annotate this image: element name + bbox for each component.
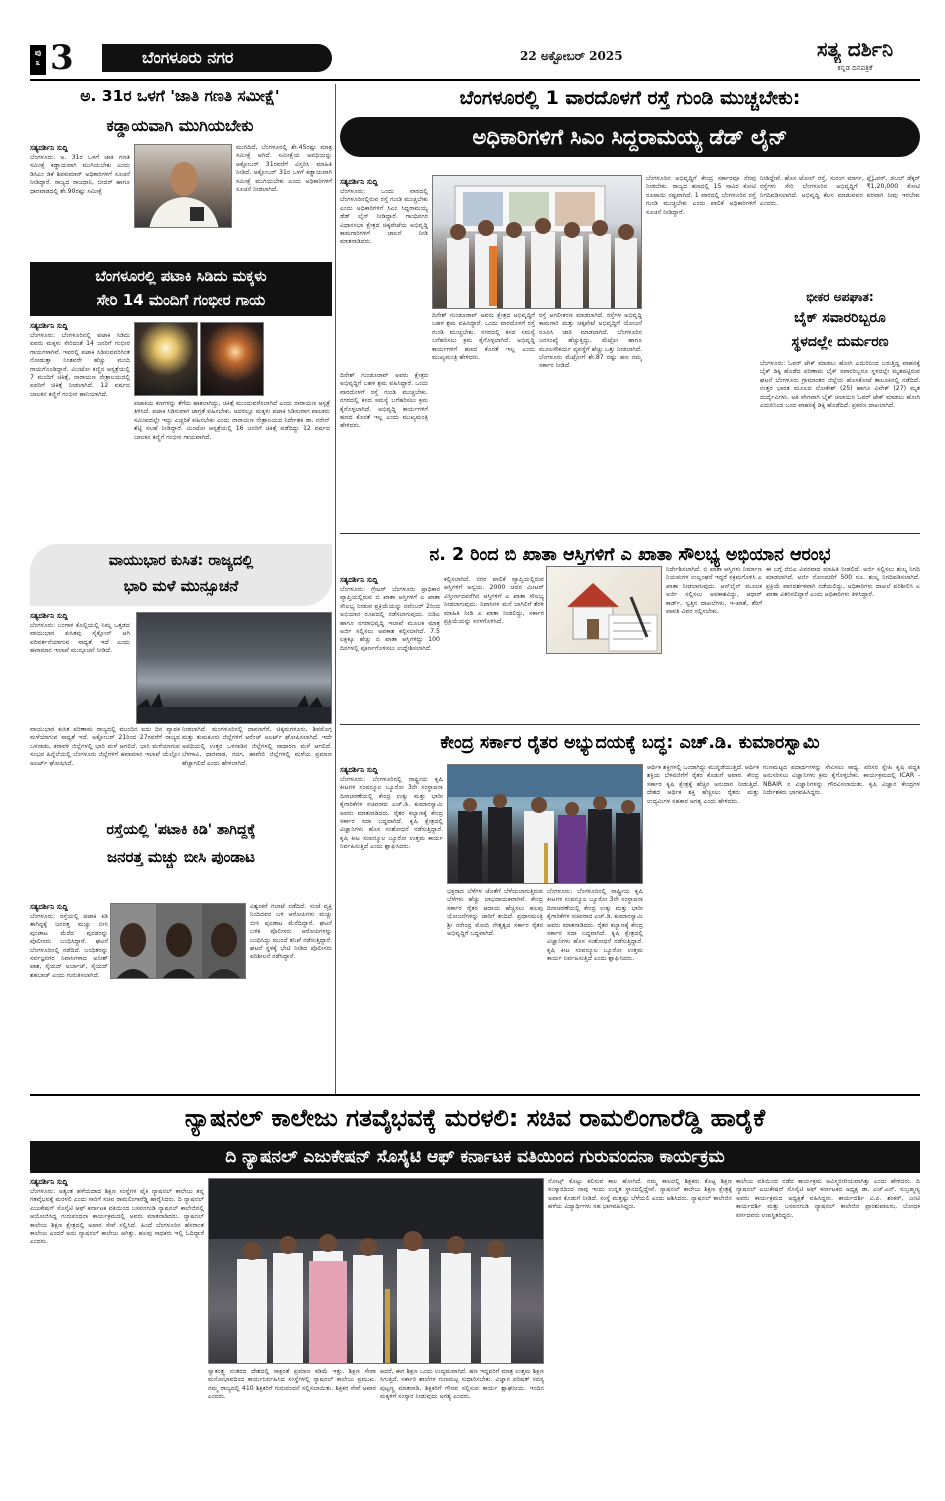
college-subheadline: ದಿ ನ್ಯಾಷನಲ್ ಎಜುಕೇಷನ್ ಸೊಸೈಟಿ ಆಫ್ ಕರ್ನಾಟಕ ವತಿಯಿಂದ ಗುರುವಂದನಾ ಕಾರ್ಯಕ್ರಮ [30, 1141, 920, 1173]
weather-headline-box [30, 544, 332, 606]
census-col-1: ಸತ್ಯದರ್ಶಿನಿ ಸುದ್ದಿ ಬೆಂಗಳೂರು: ಅ. 31ರ ಒಳಗೆ ಜಾತಿ ಗಣತಿ ಸಮೀಕ್ಷೆ ಕಡ್ಡಾಯವಾಗಿ ಮುಗಿಯಬೇಕು ಎಂದು ಡಿಸಿಎಂ ಡಿಕೆ ಶಿವಕುಮಾರ್ ಅಧಿಕಾರಿಗಳಿಗೆ ಸೂಚನೆ ನೀಡಿದ್ದಾರೆ. ರಾಜ್ಯದ ರಾಜಧಾನಿ, ಬೀದರ್ ಹಾಗೂ ಧಾರವಾಡದಲ್ಲಿ ಶೇ.90ರಷ್ಟು ಸಮೀಕ್ಷೆ [30, 144, 130, 195]
paper-subtitle: ಕನ್ನಡ ದಿನಪತ್ರಿಕೆ [837, 64, 873, 72]
assault-headline-1: ರಸ್ತೆಯಲ್ಲಿ 'ಪಟಾಕಿ ಕಿಡಿ' ತಾಗಿದ್ದಕ್ಕೆ [106, 822, 256, 838]
byline: ಸತ್ಯದರ್ಶಿನಿ ಸುದ್ದಿ [30, 144, 68, 152]
cm-event-photo [432, 175, 642, 309]
fireworks-headline-1: ಬೆಂಗಳೂರಲ್ಲಿ ಪಟಾಕಿ ಸಿಡಿದು ಮಕ್ಕಳು [95, 269, 267, 285]
khata-col-2: ಕಲ್ಪಿಸಲಾಗಿದೆ. ನಗರ ಪಾಲಿಕೆ ವ್ಯಾಪ್ತಿಯಲ್ಲಿರುವ ಆಸ್ತಿಗಳಿಗೆ ಅನ್ವಯ. 2000 ಚದರ ಮೀಟರ್ ವಿಸ್ತೀರ್ಣದವರೆಗಿನ ಆಸ್ತಿಗಳಿಗೆ ಎ ಖಾತಾ ಸೌಲಭ್ಯ ನೀಡಲಾಗುವುದು. ನಿವಾಸಿಗಳ ಮನೆ ಬಾಗಿಲಿಗೆ ತೆರಳಿ ಮಾಹಿತಿ ನೀಡಿ ಎ ಖಾತಾ ನೀಡಲಿದ್ದು, ಸರ್ಕಾರ ಪ್ರಕ್ರಿಯೆಯನ್ನು ಸರಳಗೊಳಿಸಿದೆ. [444, 576, 544, 626]
census-col-2: ಮುಗಿದಿದೆ, ಬೆಂಗಳೂರಲ್ಲಿ ಶೇ.45ರಷ್ಟು ಮಾತ್ರ ಸಮೀಕ್ಷೆ ಆಗಿದೆ. ಸಮೀಕ್ಷೆಯ ಅವಧಿಯನ್ನು ಅಕ್ಟೋಬರ್ 31ರವರೆಗೆ ವಿಸ್ತರಿಸಿ ಮಾಹಿತಿ ನೀಡಿದೆ. ಅಕ್ಟೋಬರ್ 31ರ ಒಳಗೆ ಕಡ್ಡಾಯವಾಗಿ ಸಮೀಕ್ಷೆ ಮುಗಿಯಬೇಕು ಎಂದು ಅಧಿಕಾರಿಗಳಿಗೆ ಸೂಚನೆ ನೀಡಲಾಗಿದೆ. [236, 144, 332, 194]
weather-col-1: ವಾಯುಭಾರ ಕುಸಿತ ಪರಿಣಾಮ ರಾಜ್ಯದಲ್ಲಿ ಮುಂದಿನ ಐದು ದಿನ ವ್ಯಾಪಕ ಮಳೆಯಾಗುವ ಸಾಧ್ಯತೆ ಇದೆ. ಅಕ್ಟೋಬರ್ 21ರಿಂದ 27ರವರೆಗೆ ರಾಜ್ಯದ ಒಳನಾಡು, ಕರಾವಳಿ ಜಿಲ್ಲೆಗಳಲ್ಲಿ ಭಾರಿ ಮಳೆ ಆಗಲಿದೆ. ಭಾರಿ ಮಳೆಯಾಗುವ ಸಂಭವ ಹಿನ್ನೆಲೆಯಲ್ಲಿ ಬೆಂಗಳೂರು ಜಿಲ್ಲೆಗಳಿಗೆ ಹವಾಮಾನ ಇಲಾಖೆ ಯೆಲ್ಲೋ ಅಲರ್ಟ್ ಘೋಷಿಸಿದೆ. [30, 726, 180, 767]
bike-headline-box [760, 288, 920, 358]
roads-bottom-rule [340, 533, 920, 534]
assault-col-1: ಸತ್ಯದರ್ಶಿನಿ ಸುದ್ದಿ ಬೆಂಗಳೂರು: ರಸ್ತೆಯಲ್ಲಿ ಪಟಾಕಿ ಕಿಡಿ ತಾಗಿದ್ದಕ್ಕೆ ಜನರತ್ತ ಮಚ್ಚು ಬೀಸಿ ಪುಂಡಾಟ ಮೆರೆದ ಪುಂಡರನ್ನು ಪೊಲೀಸರು ಬಂಧಿಸಿದ್ದಾರೆ. ಘಟನೆ ಬೆಂಗಳೂರಿನಲ್ಲಿ ನಡೆದಿದೆ. ಬಂಧಿತರನ್ನು ಸರ್ವಜ್ಞನಗರ ನಿವಾಸಿಗಳಾದ ಅನೀಶ್ ಪಾಶ, ಸೈಯದ್ ಅರ್ಬಾಜ್, ಸೈಯದ್ ಶಹಬಾಜ್ ಎಂದು ಗುರುತಿಸಲಾಗಿದೆ. [30, 903, 108, 979]
khata-col-3: ನಿರ್ದೇಶಿಸಲಾಗಿದೆ. ಬಿ ಖಾತಾ ಆಸ್ತಿಗಳು ನಿರ್ಮಾಣ ನಿಯಮಗಳ ಉಲ್ಲಂಘನೆ ಇದ್ದರೆ ಸಕ್ರಮಗೊಳಿಸಿ ಎ ಖಾತಾ ನೀಡಲಾಗುವುದು. ಆನ್‌ಲೈನ್ ಮೂಲಕ ಅರ್ಜಿ ಸಲ್ಲಿಸಲು ಅವಕಾಶವಿದ್ದು, ಆಧಾರ್ ಕಾರ್ಡ್, ಸ್ವತ್ತಿನ ದಾಖಲೆಗಳು, ಇ-ಖಾತೆ, ತೆರಿಗೆ ಪಾವತಿ ವಿವರ ಸಲ್ಲಿಸಬೇಕು. [666, 566, 762, 616]
weather-col-2: ನೀಡಲಾಗಿದೆ. ಮಂಗಳೂರಿನಲ್ಲಿ ದಾವಣಗೆರೆ, ಚಿಕ್ಕಮಗಳೂರು, ಶಿವಮೊಗ್ಗ ಮತ್ತು ತುಮಕೂರು ಜಿಲ್ಲೆಗಳಿಗೆ ಆರೆಂಜ್ ಅಲರ್ಟ್ ಘೋಷಿಸಲಾಗಿದೆ. ಇದೇ ಅವಧಿಯಲ್ಲಿ ಉತ್ತರ ಒಳನಾಡಿನ ಜಿಲ್ಲೆಗಳಲ್ಲಿ ಸಾಧಾರಣ ಮಳೆ ಆಗಲಿದೆ. ಬೆಳಗಾವಿ, ಧಾರವಾಡ, ಗದಗ, ಹಾವೇರಿ ಜಿಲ್ಲೆಗಳಲ್ಲಿ ಮಳೆಯ ಪ್ರಮಾಣ ಹೆಚ್ಚಾಗಲಿದೆ ಎಂದು ಹೇಳಲಾಗಿದೆ. [182, 726, 332, 767]
college-headline: ನ್ಯಾಷನಲ್ ಕಾಲೇಜು ಗತವೈಭವಕ್ಕೆ ಮರಳಲಿ: ಸಚಿವ ರಾಮಲಿಂಗಾರೆಡ್ಡಿ ಹಾರೈಕೆ [184, 1104, 766, 1132]
weather-headline-1: ವಾಯುಭಾರ ಕುಸಿತ: ರಾಜ್ಯದಲ್ಲಿ [108, 553, 254, 569]
college-col-1: ಸತ್ಯದರ್ಶಿನಿ ಸುದ್ದಿ ಬೆಂಗಳೂರು: ಅತ್ಯಂತ ಹಳೆಯದಾದ ಶಿಕ್ಷಣ ಸಂಸ್ಥೆಗಳ ಪೈಕಿ ನ್ಯಾಷನಲ್ ಕಾಲೇಜು ತನ್ನ ಗತವೈಭವಕ್ಕೆ ಮರಳಲಿ ಎಂದು ಸಾರಿಗೆ ಸಚಿವ ರಾಮಲಿಂಗಾರೆಡ್ಡಿ ಹಾರೈಸಿದರು. ದಿ ನ್ಯಾಷನಲ್ ಎಜುಕೇಷನ್ ಸೊಸೈಟಿ ಆಫ್ ಕರ್ನಾಟಕ ವತಿಯಿಂದ ಬಸವನಗುಡಿ ನ್ಯಾಷನಲ್ ಕಾಲೇಜಿನಲ್ಲಿ ಆಯೋಜಿಸಿದ್ದ ಗುರುವಂದನಾ ಕಾರ್ಯಕ್ರಮದಲ್ಲಿ ಅವರು ಮಾತನಾಡಿದರು. ನ್ಯಾಷನಲ್ ಕಾಲೇಜು ಶಿಕ್ಷಣ ಕ್ಷೇತ್ರದಲ್ಲಿ ಅಪಾರ ಸೇವೆ ಸಲ್ಲಿಸಿದೆ. ಹಿಂದೆ ಬೆಂಗಳೂರಿನ ಹೆಸರಾಂತ ಕಾಲೇಜು ಎಂದರೆ ಅದು ನ್ಯಾಷನಲ್ ಕಾಲೇಜು ಆಗಿತ್ತು. ಹಲವು ಸಾಧಕರು ಇಲ್ಲಿ ಓದಿದ್ದಾರೆ ಎಂದರು. [30, 1178, 204, 1246]
roads-col-1b: ದಿನೇಶ್ ಗುಂಡೂರಾವ್ ಅವರು ಕ್ಷೇತ್ರದ ಅಭಿವೃದ್ಧಿಗೆ ಬಹಳ ಶ್ರಮ ವಹಿಸಿದ್ದಾರೆ. ಒಂದು ವಾರದೊಳಗೆ ರಸ್ತೆ ಗುಂಡಿ ಮುಚ್ಚಬೇಕು. ನಗರದಲ್ಲಿ ಕಸದ ಸಮಸ್ಯೆ ಬಗೆಹರಿಸಲು ಕ್ರಮ ಕೈಗೊಳ್ಳಲಾಗಿದೆ. ಅಭಿವೃದ್ಧಿ ಕಾರ್ಯಗಳಿಗೆ ಹಣದ ಕೊರತೆ ಇಲ್ಲ ಎಂದು ಮುಖ್ಯಮಂತ್ರಿ ಹೇಳಿದರು. [340, 372, 428, 430]
bike-body: ಬೆಂಗಳೂರು: ಓವರ್ ಟೇಕ್ ಮಾಡಲು ಹೋಗಿ ಎದುರಿನಿಂದ ಬರುತ್ತಿದ್ದ ವಾಹನಕ್ಕೆ ಬೈಕ್ ಡಿಕ್ಕಿ ಹೊಡೆದ ಪರಿಣಾಮ ಬೈಕ್ ಸವಾರರಿಬ್ಬರೂ ಸ್ಥಳದಲ್ಲೇ ಮೃತಪಟ್ಟಿರುವ ಘಟನೆ ಬೆಂಗಳೂರು ಗ್ರಾಮಾಂತರ ಜಿಲ್ಲೆಯ ಹೊಸಕೋಟೆ ತಾಲೂಕಿನಲ್ಲಿ ನಡೆದಿದೆ. ಉತ್ತರ ಭಾರತ ಮೂಲದ ಲೋಕೇಶ್ (25) ಹಾಗೂ ವಿವೇಕ್ (27) ಮೃತ ದುರ್ದೈವಿಗಳು. ಅತಿ ವೇಗವಾಗಿ ಬೈಕ್ ಚಲಾಯಿಸಿ ಓವರ್ ಟೇಕ್ ಮಾಡಲು ಹೋಗಿ ಎದುರಿನಿಂದ ಬಂದ ವಾಹನಕ್ಕೆ ಡಿಕ್ಕಿ ಹೊಡೆದಿದೆ. ಪ್ರಕರಣ ದಾಖಲಾಗಿದೆ. [760, 360, 920, 410]
fireworks-col-2: ಪಟಾಕಿಯ ಕಣಗಳನ್ನು ತೆಗೆದು ಹಾಕಲಾಗಿದ್ದು, ಚಿಕಿತ್ಸೆ ಮುಂದುವರೆಸಲಾಗಿದೆ ಎಂದು ನಾರಾಯಣ ಆಸ್ಪತ್ರೆ ತಿಳಿಸಿದೆ. ಪಟಾಕಿ ಸಿಡಿಸುವಾಗ ಜಾಗ್ರತೆ ವಹಿಸಬೇಕು. ಅದರಲ್ಲೂ ಮಕ್ಕಳು ಪಟಾಕಿ ಸಿಡಿಸುವಾಗ ಪಾಲಕರು ಸಮೀಪದಲ್ಲೇ ಇದ್ದು ಎಚ್ಚರಿಕೆ ವಹಿಸಬೇಕು ಎಂದು ನಾರಾಯಣ ನೇತ್ರಾಲಯದ ನಿರ್ದೇಶಕ ಡಾ. ನರೇನ್ ಶೆಟ್ಟಿ ಸಲಹೆ ನೀಡಿದ್ದಾರೆ. ಮಿಂಟೋ ಆಸ್ಪತ್ರೆಯಲ್ಲಿ 16 ಜನರಿಗೆ ಚಿಕಿತ್ಸೆ ಪಡೆದಿದ್ದು 12 ವರ್ಷದ ಬಾಲಕನ ಕಣ್ಣಿಗೆ ಗಂಭೀರ ಗಾಯವಾಗಿದೆ. [134, 400, 330, 441]
house-document-photo [546, 566, 662, 654]
dk-shivakumar-photo [134, 144, 232, 228]
page-tag: ಪು ೩ [30, 45, 46, 75]
college-col-3: ಆದರೆ, ಈಗ ಶಿಕ್ಷಣ ಒಂದು ಉದ್ಯಮವಾಗಿದೆ. ಹಣ ಇದ್ದವರಿಗೆ ಮಾತ್ರ ಉತ್ತಮ ಶಿಕ್ಷಣ ಸಿಗುತ್ತಿದೆ. ಸರ್ಕಾರಿ ಶಾಲೆಗಳ ಗುಣಮಟ್ಟ ಸುಧಾರಿಸಬೇಕು. ವಿಜ್ಞಾನ ಪರಿಷತ್ ಸದಸ್ಯ ಪುಟ್ಟಣ್ಣ ಮಾತನಾಡಿ, ಶಿಕ್ಷಕರಿಗೆ ಗೌರವ ಸಲ್ಲಿಸುವ ಕಾರ್ಯ ಶ್ಲಾಘನೀಯ. ಇಂದಿನ ಮಕ್ಕಳಿಗೆ ಸಂಸ್ಕಾರ ನೀಡುವುದು ಅಗತ್ಯ ಎಂದರು. [380, 1368, 544, 1401]
fireworks-headline-box [30, 262, 332, 316]
page-number: 3 [50, 38, 74, 78]
kumaraswamy-col-5: ಗುಣಮಟ್ಟದ ಪದಾರ್ಥಗಳನ್ನು ಸೇವಿಸಲು ಸಾಧ್ಯ. ಪರಿಸರ ಸ್ನೇಹಿ ಕೃಷಿ ಪದ್ಧತಿ ಅನುಸರಿಸಲು ವಿಜ್ಞಾನಿಗಳು ಕ್ರಮ ಕೈಗೊಳ್ಳಬೇಕು. ಕಾರ್ಯಕ್ರಮದಲ್ಲಿ ICAR - NBAIR ನ ವಿಜ್ಞಾನಿಗಳನ್ನು ಗೌರವಿಸಲಾಯಿತು. ಕೃಷಿ ವಿಜ್ಞಾನ ಕೇಂದ್ರಗಳ ನಿರ್ದೇಶಕರು ಭಾಗವಹಿಸಿದ್ದರು. [763, 764, 920, 797]
kumaraswamy-event-photo [447, 764, 643, 884]
roads-col-1: ಸತ್ಯದರ್ಶಿನಿ ಸುದ್ದಿ ಬೆಂಗಳೂರು: ಒಂದು ವಾರದಲ್ಲಿ ಬೆಂಗಳೂರಿನಲ್ಲಿರುವ ರಸ್ತೆ ಗುಂಡಿ ಮುಚ್ಚಬೇಕು ಎಂದು ಅಧಿಕಾರಿಗಳಿಗೆ ಸಿಎಂ ಸಿದ್ದರಾಮಯ್ಯ ಡೆಡ್ ಲೈನ್ ನೀಡಿದ್ದಾರೆ. ಗಾಂಧಿನಗರ ವಿಧಾನಸಭಾ ಕ್ಷೇತ್ರದ ಚಿಕ್ಕಪೇಟೆಯ ಅಭಿವೃದ್ಧಿ ಕಾಮಗಾರಿಗಳಿಗೆ ಚಾಲನೆ ನೀಡಿ ಮಾತನಾಡಿದರು. [340, 178, 428, 246]
kumaraswamy-col-3: ಬೆಂಗಳೂರು: ಬೆಂಗಳೂರಿನಲ್ಲಿ ರಾಷ್ಟ್ರೀಯ ಕೃಷಿ ಕೀಟಗಳ ಸಂಪನ್ಮೂಲ ಬ್ಯೂರೋ 3ನೇ ಸಂಸ್ಥಾಪನಾ ದಿನಾಚರಣೆಯಲ್ಲಿ ಕೇಂದ್ರ ಉಕ್ಕು ಮತ್ತು ಭಾರೀ ಕೈಗಾರಿಕೆಗಳ ಸಚಿವರಾದ ಎಚ್.ಡಿ. ಕುಮಾರಸ್ವಾಮಿ ಅವರು ಮಾತನಾಡಿದರು. ರೈತರ ಕಲ್ಯಾಣಕ್ಕೆ ಕೇಂದ್ರ ಸರ್ಕಾರ ಸದಾ ಬದ್ಧವಾಗಿದೆ. ಕೃಷಿ ಕ್ಷೇತ್ರದಲ್ಲಿ ವಿಜ್ಞಾನಿಗಳು ಹೊಸ ಸಂಶೋಧನೆ ನಡೆಸುತ್ತಿದ್ದಾರೆ. ಕೃಷಿ ಕೀಟ ಸಂಪನ್ಮೂಲ ಬ್ಯೂರೋ ಉತ್ತಮ ಕಾರ್ಯ ನಿರ್ವಹಿಸುತ್ತಿದೆ ಎಂದು ಶ್ಲಾಘಿಸಿದರು. [547, 888, 643, 963]
main-bottom-rule [30, 1094, 920, 1096]
fireworks-headline-2: ಸೇರಿ 14 ಮಂದಿಗೆ ಗಂಭೀರ ಗಾಯ [96, 291, 266, 309]
masthead-rule [30, 79, 920, 81]
bike-headline-2: ಬೈಕ್ ಸವಾರರಿಬ್ಬರೂ [794, 310, 886, 326]
college-event-photo [208, 1178, 544, 1364]
fireworks-col-1: ಸತ್ಯದರ್ಶಿನಿ ಸುದ್ದಿ ಬೆಂಗಳೂರು: ಬೆಂಗಳೂರಿನಲ್ಲಿ ಪಟಾಕಿ ಸಿಡಿದು ಐವರು ಮಕ್ಕಳು ಸೇರಿದಂತೆ 14 ಜನರಿಗೆ ಗಂಭೀರ ಗಾಯಗಳಾಗಿವೆ. ಇವರಲ್ಲಿ ಪಟಾಕಿ ಸಿಡಿಸುವವರಿಗಿಂತ ನೋಡುತ್ತಾ ನಿಂತವರೇ ಹೆಚ್ಚು ಮಂದಿ ಗಾಯಗೊಂಡಿದ್ದಾರೆ. ಮಿಂಟೋ ಕಣ್ಣಿನ ಆಸ್ಪತ್ರೆಯಲ್ಲಿ 7 ಮಂದಿಗೆ ಚಿಕಿತ್ಸೆ, ನಾರಾಯಣ ನೇತ್ರಾಲಯದಲ್ಲಿ ಐವರಿಗೆ ಚಿಕಿತ್ಸೆ ನೀಡಲಾಗಿದೆ. 12 ವರ್ಷದ ಬಾಲಕನ ಕಣ್ಣಿಗೆ ಗಂಭೀರ ಹಾನಿಯಾಗಿದೆ. [30, 322, 130, 398]
storm-clouds-photo [136, 612, 332, 724]
khata-col-1: ಸತ್ಯದರ್ಶಿನಿ ಸುದ್ದಿ ಬೆಂಗಳೂರು: ಗ್ರೇಟರ್ ಬೆಂಗಳೂರು ಪ್ರಾಧಿಕಾರ ವ್ಯಾಪ್ತಿಯಲ್ಲಿರುವ ಬಿ ಖಾತಾ ಆಸ್ತಿಗಳಿಗೆ ಎ ಖಾತಾ ಸೌಲಭ್ಯ ನೀಡುವ ಪ್ರಕ್ರಿಯೆಯನ್ನು ನವೆಂಬರ್ 2ರಿಂದ ಅಭಿಯಾನ ರೂಪದಲ್ಲಿ ನಡೆಸಲಾಗುವುದು. ಬಿಡಿಎ ಹಾಗೂ ನಗರಾಭಿವೃದ್ಧಿ ಇಲಾಖೆ ಮೂಲಕ ಮಾತ್ರ ಅರ್ಜಿ ಸಲ್ಲಿಸಲು ಅವಕಾಶ ಕಲ್ಪಿಸಲಾಗಿದೆ. 7.5 ಲಕ್ಷಕ್ಕೂ ಹೆಚ್ಚು ಬಿ ಖಾತಾ ಆಸ್ತಿಗಳಿದ್ದು 100 ದಿನಗಳಲ್ಲಿ ಪೂರ್ಣಗೊಳಿಸಲು ಉದ್ದೇಶಿಸಲಾಗಿದೆ. [340, 576, 440, 652]
left-column-divider [335, 84, 336, 1094]
roads-col-3: ರಸ್ತೆ ಅಗಲೀಕರಣ ಮಾಡಲಾಗಿದೆ. ರಸ್ತೆಗಳ ಅಭಿವೃದ್ಧಿ ಕಾಮಗಾರಿ ಮತ್ತು ಚಿಕ್ಕಪೇಟೆ ಅಭಿವೃದ್ಧಿಗೆ ಯೋಜನೆ ರೂಪಿಸಿ ಜಾರಿ ಮಾಡಲಾಗಿದೆ. ಬೆಂಗಳೂರಿನ ಜನಸಂಖ್ಯೆ ಹೆಚ್ಚುತ್ತಿದ್ದು, ಮೆಟ್ರೋ ಹಾಗೂ ಮೂಲಸೌಕರ್ಯ ವ್ಯವಸ್ಥೆಗೆ ಹೆಚ್ಚು ಒತ್ತು ನೀಡಲಾಗಿದೆ. ಬೆಂಗಳೂರು ಮೆಟ್ರೋಗೆ ಶೇ.87 ರಷ್ಟು ಹಣ ನಮ್ಮ ಸರ್ಕಾರ ನೀಡಿದೆ. [539, 312, 642, 370]
khata-col-4: ಈ ಬಗ್ಗೆ ಜಿಬಿಎ ವಿವರವಾದ ಮಾಹಿತಿ ನೀಡಲಿದೆ. ಅರ್ಜಿ ಸಲ್ಲಿಸಲು ಶುಲ್ಕ ನಿಗದಿ ಮಾಡಲಾಗಿದೆ. ಅರ್ಜಿ ನೋಂದಣಿಗೆ 500 ರೂ. ಶುಲ್ಕ ನಿಗದಿಪಡಿಸಲಾಗಿದೆ. ಪ್ರಕ್ರಿಯೆ ಪಾರದರ್ಶಕವಾಗಿ ನಡೆಯಲಿದ್ದು, ಅಧಿಕಾರಿಗಳು ದಾಖಲೆ ಪರಿಶೀಲಿಸಿ ಎ ಖಾತಾ ವಿತರಿಸಲಿದ್ದಾರೆ ಎಂದು ಅಧಿಕಾರಿಗಳು ತಿಳಿಸಿದ್ದಾರೆ. [766, 566, 920, 599]
khata-bottom-rule [340, 724, 920, 725]
college-col-4: ನೋಟ್ಸ್ ಕೊಟ್ಟು ಕಲಿಸುವ ಕಾಲ ಹೋಗಿದೆ. ನಮ್ಮ ಕಾಲದಲ್ಲಿ ಶಿಕ್ಷಕರು ಕೊಟ್ಟ ಶಿಕ್ಷಣ ಸಂಸ್ಕಾರದಿಂದ ನಾವು ಇಂದು ಉನ್ನತ ಸ್ಥಾನದಲ್ಲಿದ್ದೇವೆ. ನ್ಯಾಷನಲ್ ಕಾಲೇಜು ಶಿಕ್ಷಣ ಕ್ಷೇತ್ರಕ್ಕೆ ಅಪಾರ ಕೊಡುಗೆ ನೀಡಿದೆ. ಸಂಸ್ಥೆ ಮತ್ತಷ್ಟು ಬೆಳೆಯಲಿ ಎಂದು ಆಶಿಸಿದರು. ನ್ಯಾಷನಲ್ ಕಾಲೇಜಿನ ಹಳೆಯ ವಿದ್ಯಾರ್ಥಿಗಳು ಸಹ ಭಾಗವಹಿಸಿದ್ದರು. [548, 1178, 732, 1211]
assault-headline-2: ಜನರತ್ತ ಮಚ್ಚು ಬೀಸಿ ಪುಂಡಾಟ [107, 848, 255, 866]
khata-headline: ನ. 2 ರಿಂದ ಬಿ ಖಾತಾ ಆಸ್ತಿಗಳಿಗೆ ಎ ಖಾತಾ ಸೌಲಭ್ಯ ಅಭಿಯಾನ ಆರಂಭ [429, 545, 831, 565]
accused-photos [110, 903, 246, 979]
weather-intro: ಸತ್ಯದರ್ಶಿನಿ ಸುದ್ದಿ ಬೆಂಗಳೂರು: ಬಂಗಾಳ ಕೊಲ್ಲಿಯಲ್ಲಿ ನಿಮ್ನ ಒತ್ತಡದ ವಾಯುಭಾರ ಕುಸಿತವು ಸೈಕ್ಲೋನ್ ಆಗಿ ಪರಿವರ್ತನೆಯಾಗುವ ಸಾಧ್ಯತೆ ಇದೆ ಎಂದು ಹವಾಮಾನ ಇಲಾಖೆ ಮುನ್ಸೂಚನೆ ನೀಡಿದೆ. [30, 612, 130, 655]
paper-name: ಸತ್ಯ ದರ್ಶಿನಿ [816, 37, 894, 61]
issue-date: 22 ಅಕ್ಟೋಬರ್ 2025 [520, 49, 623, 63]
roads-col-5: ನೀಡಿದ್ದೇವೆ. ಹೊಸ ಟೋಲ್ ರಸ್ತೆ, ಸುರಂಗ ಮಾರ್ಗ, ಫ್ಲೈಓವರ್, ಡಬಲ್ ಡೆಕ್ಕರ್ ರಸ್ತೆಗಳು ಸೇರಿ ಬೆಂಗಳೂರಿನ ಅಭಿವೃದ್ಧಿಗೆ ₹1,20,000 ಕೋಟಿ ನಿಗದಿಪಡಿಸಲಾಗಿದೆ. ಅಭಿವೃದ್ಧಿ ಕೆಲಸ ಮಾಡುವವರ ಪರವಾಗಿ ನೀವು ಇರಬೇಕು ಎಂದರು. [760, 175, 920, 208]
weather-headline-2: ಭಾರಿ ಮಳೆ ಮುನ್ಸೂಚನೆ [123, 577, 239, 595]
census-headline-2: ಕಡ್ಡಾಯವಾಗಿ ಮುಗಿಯಬೇಕು [106, 116, 254, 135]
kumaraswamy-col-2: ಭಕ್ತರಾದ ಬೆಳೆಗಳ ಜೊತೆಗೆ ಬೆಳೆಯಲಾಗುತ್ತಿರುವ ಬೆಳೆಗಳು ಹೆಚ್ಚು ಲಾಭದಾಯಕವಾಗಿವೆ. ಕೇಂದ್ರ ಸರ್ಕಾರ ರೈತರ ಆದಾಯ ಹೆಚ್ಚಿಸಲು ಹಲವು ಯೋಜನೆಗಳನ್ನು ಜಾರಿಗೆ ತಂದಿದೆ. ಪ್ರಧಾನಮಂತ್ರಿ ಶ್ರೀ ನರೇಂದ್ರ ಮೋದಿ ನೇತೃತ್ವದ ಸರ್ಕಾರ ರೈತರ ಅಭಿವೃದ್ಧಿಗೆ ಬದ್ಧವಾಗಿದೆ. [447, 888, 543, 938]
kumaraswamy-col-4: ಆರ್ಥಿಕ ಶಕ್ತಿಗಳಲ್ಲಿ ಒಂದಾಗಿದ್ದು ಮುನ್ನಡೆಯುತ್ತಿದೆ. ಆರ್ಥಿಕ ಶಕ್ತಿಯ ಬೆಳವಣಿಗೆಗೆ ರೈತರ ಕೊಡುಗೆ ಅಪಾರ. ಕೇಂದ್ರ ಸರ್ಕಾರ ಕೃಷಿ ಕ್ಷೇತ್ರಕ್ಕೆ ಹೆಚ್ಚಿನ ಅನುದಾನ ನೀಡುತ್ತಿದೆ. ದೇಶದ ಆರ್ಥಿಕ ಶಕ್ತಿ ಹೆಚ್ಚಿಸಲು ರೈತರು ಮತ್ತು ಉದ್ಯಮಿಗಳ ಸಹಕಾರ ಅಗತ್ಯ ಎಂದು ಹೇಳಿದರು. [647, 764, 759, 805]
fireworks-photo-1 [134, 322, 198, 396]
roads-headline-2: ಅಧಿಕಾರಿಗಳಿಗೆ ಸಿಎಂ ಸಿದ್ದರಾಮಯ್ಯ ಡೆಡ್ ಲೈನ್ [340, 117, 920, 157]
college-col-2: ಸ್ವಾತಂತ್ರ್ಯ ನಂತರದ ದೇಶದಲ್ಲಿ ಸಾಕ್ಷರತೆ ಪ್ರಮಾಣ ಕಡಿಮೆ ಇತ್ತು. ಶಿಕ್ಷಣ ಸೇವಾ ಮನೋಭಾವದಿಂದ ಕಾರ್ಯನಿರ್ವಹಿಸಿದ ಸಂಸ್ಥೆಗಳಲ್ಲಿ ನ್ಯಾಷನಲ್ ಕಾಲೇಜು ಪ್ರಮುಖ. ನಮ್ಮ ರಾಜ್ಯದಲ್ಲಿ 410 ಶಿಕ್ಷಕರಿಗೆ ಗುರುವಂದನೆ ಸಲ್ಲಿಸಲಾಯಿತು. ಶಿಕ್ಷಕರ ಸೇವೆ ಅಪಾರ ಎಂದರು. [208, 1368, 376, 1401]
roads-col-4: ಬೆಂಗಳೂರಿನ ಅಭಿವೃದ್ಧಿಗೆ ಕೇಂದ್ರ ಸರ್ಕಾರವೂ ನೆರವು ನೀಡಬೇಕು. ರಾಜ್ಯದ ಹಣದಲ್ಲಿ 15 ಸಾವಿರ ಕೋಟಿ ರೂಪಾಯಿ ನಷ್ಟವಾಗಿದೆ. 1 ವಾರದಲ್ಲಿ ಬೆಂಗಳೂರಿನ ರಸ್ತೆ ಗುಂಡಿ ಮುಚ್ಚಬೇಕು ಎಂದು ಪಾಲಿಕೆ ಅಧಿಕಾರಿಗಳಿಗೆ ಸೂಚನೆ ನೀಡಿದ್ದಾರೆ. [646, 175, 756, 216]
roads-col-2: ದಿನೇಶ್ ಗುಂಡೂರಾವ್ ಅವರು ಕ್ಷೇತ್ರದ ಅಭಿವೃದ್ಧಿಗೆ ಬಹಳ ಶ್ರಮ ವಹಿಸಿದ್ದಾರೆ. ಒಂದು ವಾರದೊಳಗೆ ರಸ್ತೆ ಗುಂಡಿ ಮುಚ್ಚಬೇಕು. ನಗರದಲ್ಲಿ ಕಸದ ಸಮಸ್ಯೆ ಬಗೆಹರಿಸಲು ಕ್ರಮ ಕೈಗೊಳ್ಳಲಾಗಿದೆ. ಅಭಿವೃದ್ಧಿ ಕಾರ್ಯಗಳಿಗೆ ಹಣದ ಕೊರತೆ ಇಲ್ಲ ಎಂದು ಮುಖ್ಯಮಂತ್ರಿ ಹೇಳಿದರು. [432, 312, 535, 362]
census-headline-1: ಅ. 31ರ ಒಳಗೆ 'ಜಾತಿ ಗಣತಿ ಸಮೀಕ್ಷೆ' [80, 87, 280, 105]
college-col-5: ಕಾಲೇಜು ವತಿಯಿಂದ ನಡೆದ ಕಾರ್ಯಕ್ರಮ ಅವಿಸ್ಮರಣೀಯವಾಗಿತ್ತು ಎಂದು ಹೇಳಿದರು. ದಿ ನ್ಯಾಷನಲ್ ಎಜುಕೇಷನ್ ಸೊಸೈಟಿ ಆಫ್ ಕರ್ನಾಟಕದ ಅಧ್ಯಕ್ಷ ಡಾ. ಎಚ್.ಎನ್. ಸುಬ್ರಹ್ಮಣ್ಯ ಅವರು ಕಾರ್ಯಕ್ರಮದ ಅಧ್ಯಕ್ಷತೆ ವಹಿಸಿದ್ದರು. ಕಾರ್ಯದರ್ಶಿ ವಿ.ಪಿ. ಶಂಕರ್, ಜಂಟಿ ಕಾರ್ಯದರ್ಶಿ ಮತ್ತು ಬಸವನಗುಡಿ ನ್ಯಾಷನಲ್ ಕಾಲೇಜಿನ ಪ್ರಾಂಶುಪಾಲರು, ಬೋಧಕ ವರ್ಗದವರು ಉಪಸ್ಥಿತರಿದ್ದರು. [736, 1178, 920, 1219]
roads-headline-1: ಬೆಂಗಳೂರಲ್ಲಿ 1 ವಾರದೊಳಗೆ ರಸ್ತೆ ಗುಂಡಿ ಮುಚ್ಚಬೇಕು: [459, 87, 801, 109]
kumaraswamy-col-1: ಸತ್ಯದರ್ಶಿನಿ ಸುದ್ದಿ ಬೆಂಗಳೂರು: ಬೆಂಗಳೂರಿನಲ್ಲಿ ರಾಷ್ಟ್ರೀಯ ಕೃಷಿ ಕೀಟಗಳ ಸಂಪನ್ಮೂಲ ಬ್ಯೂರೋ 3ನೇ ಸಂಸ್ಥಾಪನಾ ದಿನಾಚರಣೆಯಲ್ಲಿ ಕೇಂದ್ರ ಉಕ್ಕು ಮತ್ತು ಭಾರೀ ಕೈಗಾರಿಕೆಗಳ ಸಚಿವರಾದ ಎಚ್.ಡಿ. ಕುಮಾರಸ್ವಾಮಿ ಅವರು ಮಾತನಾಡಿದರು. ರೈತರ ಕಲ್ಯಾಣಕ್ಕೆ ಕೇಂದ್ರ ಸರ್ಕಾರ ಸದಾ ಬದ್ಧವಾಗಿದೆ. ಕೃಷಿ ಕ್ಷೇತ್ರದಲ್ಲಿ ವಿಜ್ಞಾನಿಗಳು ಹೊಸ ಸಂಶೋಧನೆ ನಡೆಸುತ್ತಿದ್ದಾರೆ. ಕೃಷಿ ಕೀಟ ಸಂಪನ್ಮೂಲ ಬ್ಯೂರೋ ಉತ್ತಮ ಕಾರ್ಯ ನಿರ್ವಹಿಸುತ್ತಿದೆ ಎಂದು ಶ್ಲಾಘಿಸಿದರು. [340, 766, 443, 851]
section-label: ಬೆಂಗಳೂರು ನಗರ [102, 44, 332, 72]
fireworks-photo-2 [200, 322, 264, 396]
assault-col-2: ವಿಶ್ವಂಕರೆ ಗಲಾಟೆ ನಡೆದಿದೆ. ಸಂಜೆ ವ್ಯಕ್ತಿ ನಿಂದಿದವರ ಬಳಿ ಆರೋಪಿಗಳು ಮಚ್ಚು ಬೀಸಿ ಪುಂಡಾಟ ಮೆರೆದಿದ್ದಾರೆ. ಘಟನೆ ಬಳಿಕ ಪೊಲೀಸರು ಆರೋಪಿಗಳನ್ನು ಬಂಧಿಸಿದ್ದು ಮುಂದೆ ತನಿಖೆ ನಡೆಸುತ್ತಿದ್ದಾರೆ. ಘಟನೆ ಸ್ಥಳಕ್ಕೆ ಭೇಟಿ ನೀಡಿದ ಪೊಲೀಸರು ಪರಿಶೀಲನೆ ನಡೆಸಿದ್ದಾರೆ. [250, 903, 332, 961]
bike-headline-3: ಸ್ಥಳದಲ್ಲೇ ದುರ್ಮರಣ [791, 334, 889, 350]
bike-headline-1: ಭೀಕರ ಅಪಘಾತ: [806, 290, 874, 304]
kumaraswamy-headline: ಕೇಂದ್ರ ಸರ್ಕಾರ ರೈತರ ಅಭ್ಯುದಯಕ್ಕೆ ಬದ್ಧ: ಎಚ್.ಡಿ. ಕುಮಾರಸ್ವಾಮಿ [440, 733, 820, 753]
